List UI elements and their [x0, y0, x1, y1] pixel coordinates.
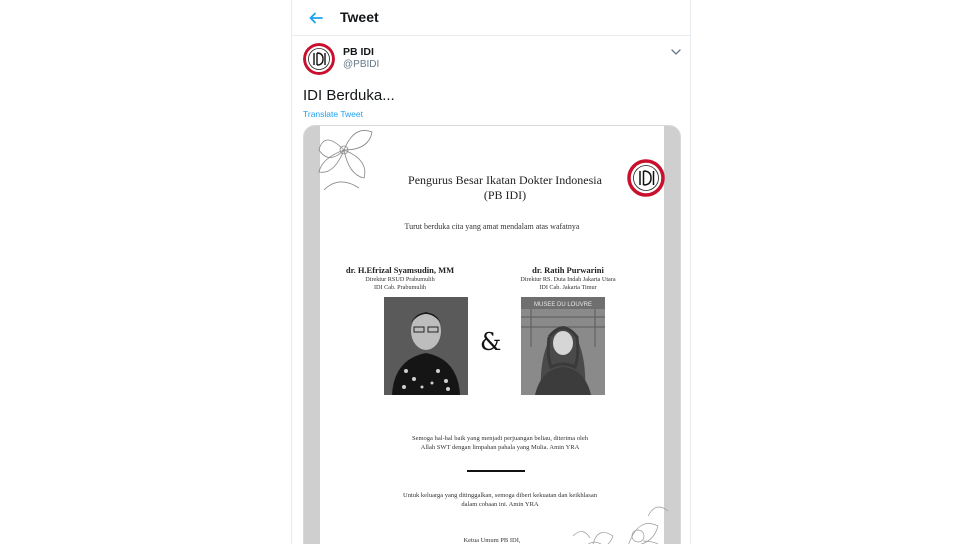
person-branch: IDI Cab. Prabumulih	[373, 284, 427, 291]
avatar[interactable]	[303, 43, 335, 75]
person-card-2	[488, 265, 648, 292]
poster-title-line2: (PB IDI)	[483, 188, 527, 202]
translate-tweet-link[interactable]: Translate Tweet	[303, 109, 364, 119]
page-title: Tweet	[340, 9, 379, 25]
back-button[interactable]	[306, 8, 326, 28]
portrait-photo-1	[384, 297, 468, 395]
family-line2: dalam cobaan ini. Amin YRA	[461, 501, 539, 508]
arrow-left-icon	[308, 10, 324, 26]
prayer-line2: Allah SWT dengan limpahan pahala yang Mulia. Amin YRA	[420, 444, 580, 451]
person-name: dr. Ratih Purwarini	[532, 265, 604, 275]
divider	[467, 470, 525, 472]
flower-decoration-icon	[314, 125, 384, 195]
person-branch: IDI Cab. Jakarta Timur	[539, 284, 597, 291]
idi-logo-icon	[627, 159, 665, 197]
more-options-button[interactable]	[669, 45, 683, 57]
tweet-media-image[interactable]	[303, 125, 681, 544]
portrait-man-icon	[384, 297, 468, 395]
prayer-text	[380, 434, 620, 452]
person-role: Direktur RSUD Prabumulih	[365, 276, 435, 283]
idi-logo-icon	[303, 43, 335, 75]
person-role: Direktur RS. Duta Indah Jakarta Utara	[520, 276, 616, 283]
poster-title-line1: Pengurus Besar Ikatan Dokter Indonesia	[408, 173, 602, 187]
person-card-1	[320, 265, 480, 292]
person-name: dr. H.Efrizal Syamsudin, MM	[345, 265, 455, 275]
tweet-column	[291, 0, 691, 544]
author-handle[interactable]: @PBIDI	[343, 59, 380, 70]
prayer-line1: Semoga hal-hal baik yang menjadi perjuangan beliau, diterima oleh	[412, 435, 588, 442]
ampersand: &	[480, 328, 502, 356]
author-name[interactable]: PB IDI	[343, 46, 374, 58]
signoff-text: Ketua Umum PB IDI,	[463, 537, 521, 544]
portrait-photo-2	[521, 297, 605, 395]
family-line1: Untuk keluarga yang ditinggalkan, semoga diberi kekuatan dan keikhlasan	[403, 492, 597, 499]
condolence-text: Turut berduka cita yang amat mendalam atas wafatnya	[404, 222, 580, 231]
portrait-woman-icon	[521, 297, 605, 395]
tweet-text: IDI Berduka...	[303, 87, 395, 104]
condolence-poster	[320, 126, 664, 544]
flower-decoration-icon	[568, 496, 678, 544]
poster-title	[380, 173, 630, 203]
chevron-down-icon	[669, 46, 683, 58]
photo-sign-text: MUSEE DU LOUVRE	[533, 302, 593, 308]
page-header	[292, 0, 690, 36]
